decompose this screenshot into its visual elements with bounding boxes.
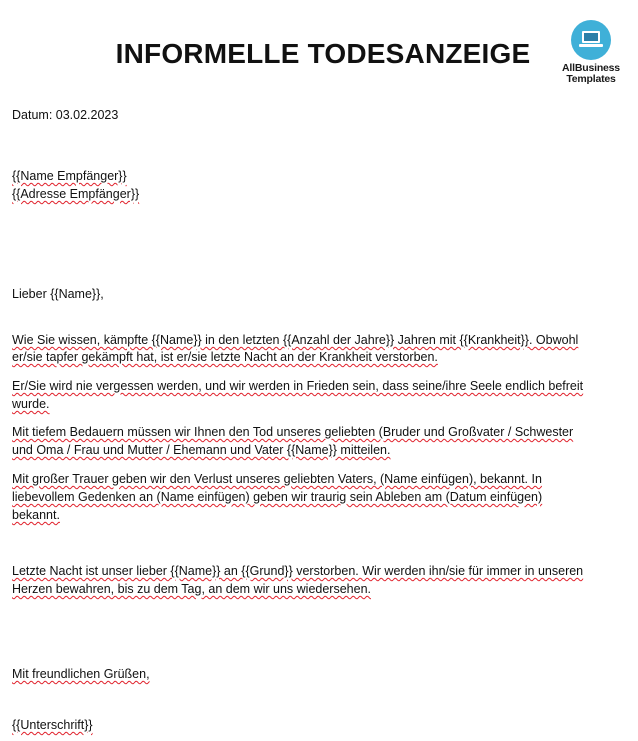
brand-logo bbox=[558, 20, 624, 90]
paragraph-2-line-1: Er/Sie wird nie vergessen werden, und wir werden in Frieden sein, dass seine/ihre Seele endlich befreit bbox=[12, 379, 584, 393]
date-line: Datum: 03.02.2023 bbox=[12, 108, 119, 122]
signature-placeholder: {{Unterschrift}} bbox=[12, 718, 93, 732]
closing-line: Mit freundlichen Grüßen, bbox=[12, 667, 150, 681]
document-title: INFORMELLE TODESANZEIGE bbox=[115, 38, 531, 69]
salutation: Lieber {{Name}}, bbox=[12, 287, 104, 301]
paragraph-3-line-1: Mit tiefem Bedauern müssen wir Ihnen den Tod unseres geliebten (Bruder und Großvater / Schwester bbox=[12, 425, 574, 439]
logo-line-1: AllBusiness bbox=[562, 62, 620, 74]
logo-line-2: Templates bbox=[566, 73, 616, 85]
paragraph-5-line-1: Letzte Nacht ist unser lieber {{Name}} an {{Grund}} verstorben. Wir werden ihn/sie für immer in unseren bbox=[12, 564, 584, 578]
paragraph-5-line-2: Herzen bewahren, bis zu dem Tag, an dem wir uns wiedersehen. bbox=[12, 582, 371, 596]
logo-text bbox=[558, 63, 624, 85]
recipient-name: {{Name Empfänger}} bbox=[12, 169, 127, 183]
paragraph-3-line-2: und Oma / Frau und Mutter / Ehemann und Vater {{Name}} mitteilen. bbox=[12, 443, 391, 457]
paragraph-4-line-1: Mit großer Trauer geben wir den Verlust unseres geliebten Vaters, (Name einfügen), bekannt. In bbox=[12, 472, 542, 486]
paragraph-4-line-3: bekannt. bbox=[12, 508, 60, 522]
recipient-address: {{Adresse Empfänger}} bbox=[12, 187, 140, 201]
logo-circle bbox=[571, 20, 611, 60]
paragraph-1-line-2: er/sie tapfer gekämpft hat, ist er/sie letzte Nacht an der Krankheit verstorben. bbox=[12, 350, 438, 364]
paragraph-1-line-1: Wie Sie wissen, kämpfte {{Name}} in den letzten {{Anzahl der Jahre}} Jahren mit {{Krankheit}}. Obwohl bbox=[12, 333, 579, 347]
laptop-icon bbox=[571, 20, 611, 60]
paragraph-4-line-2: liebevollem Gedenken an (Name einfügen) geben wir traurig sein Ableben am (Datum einfügen) bbox=[12, 490, 543, 504]
paragraph-2-line-2: wurde. bbox=[12, 397, 50, 411]
